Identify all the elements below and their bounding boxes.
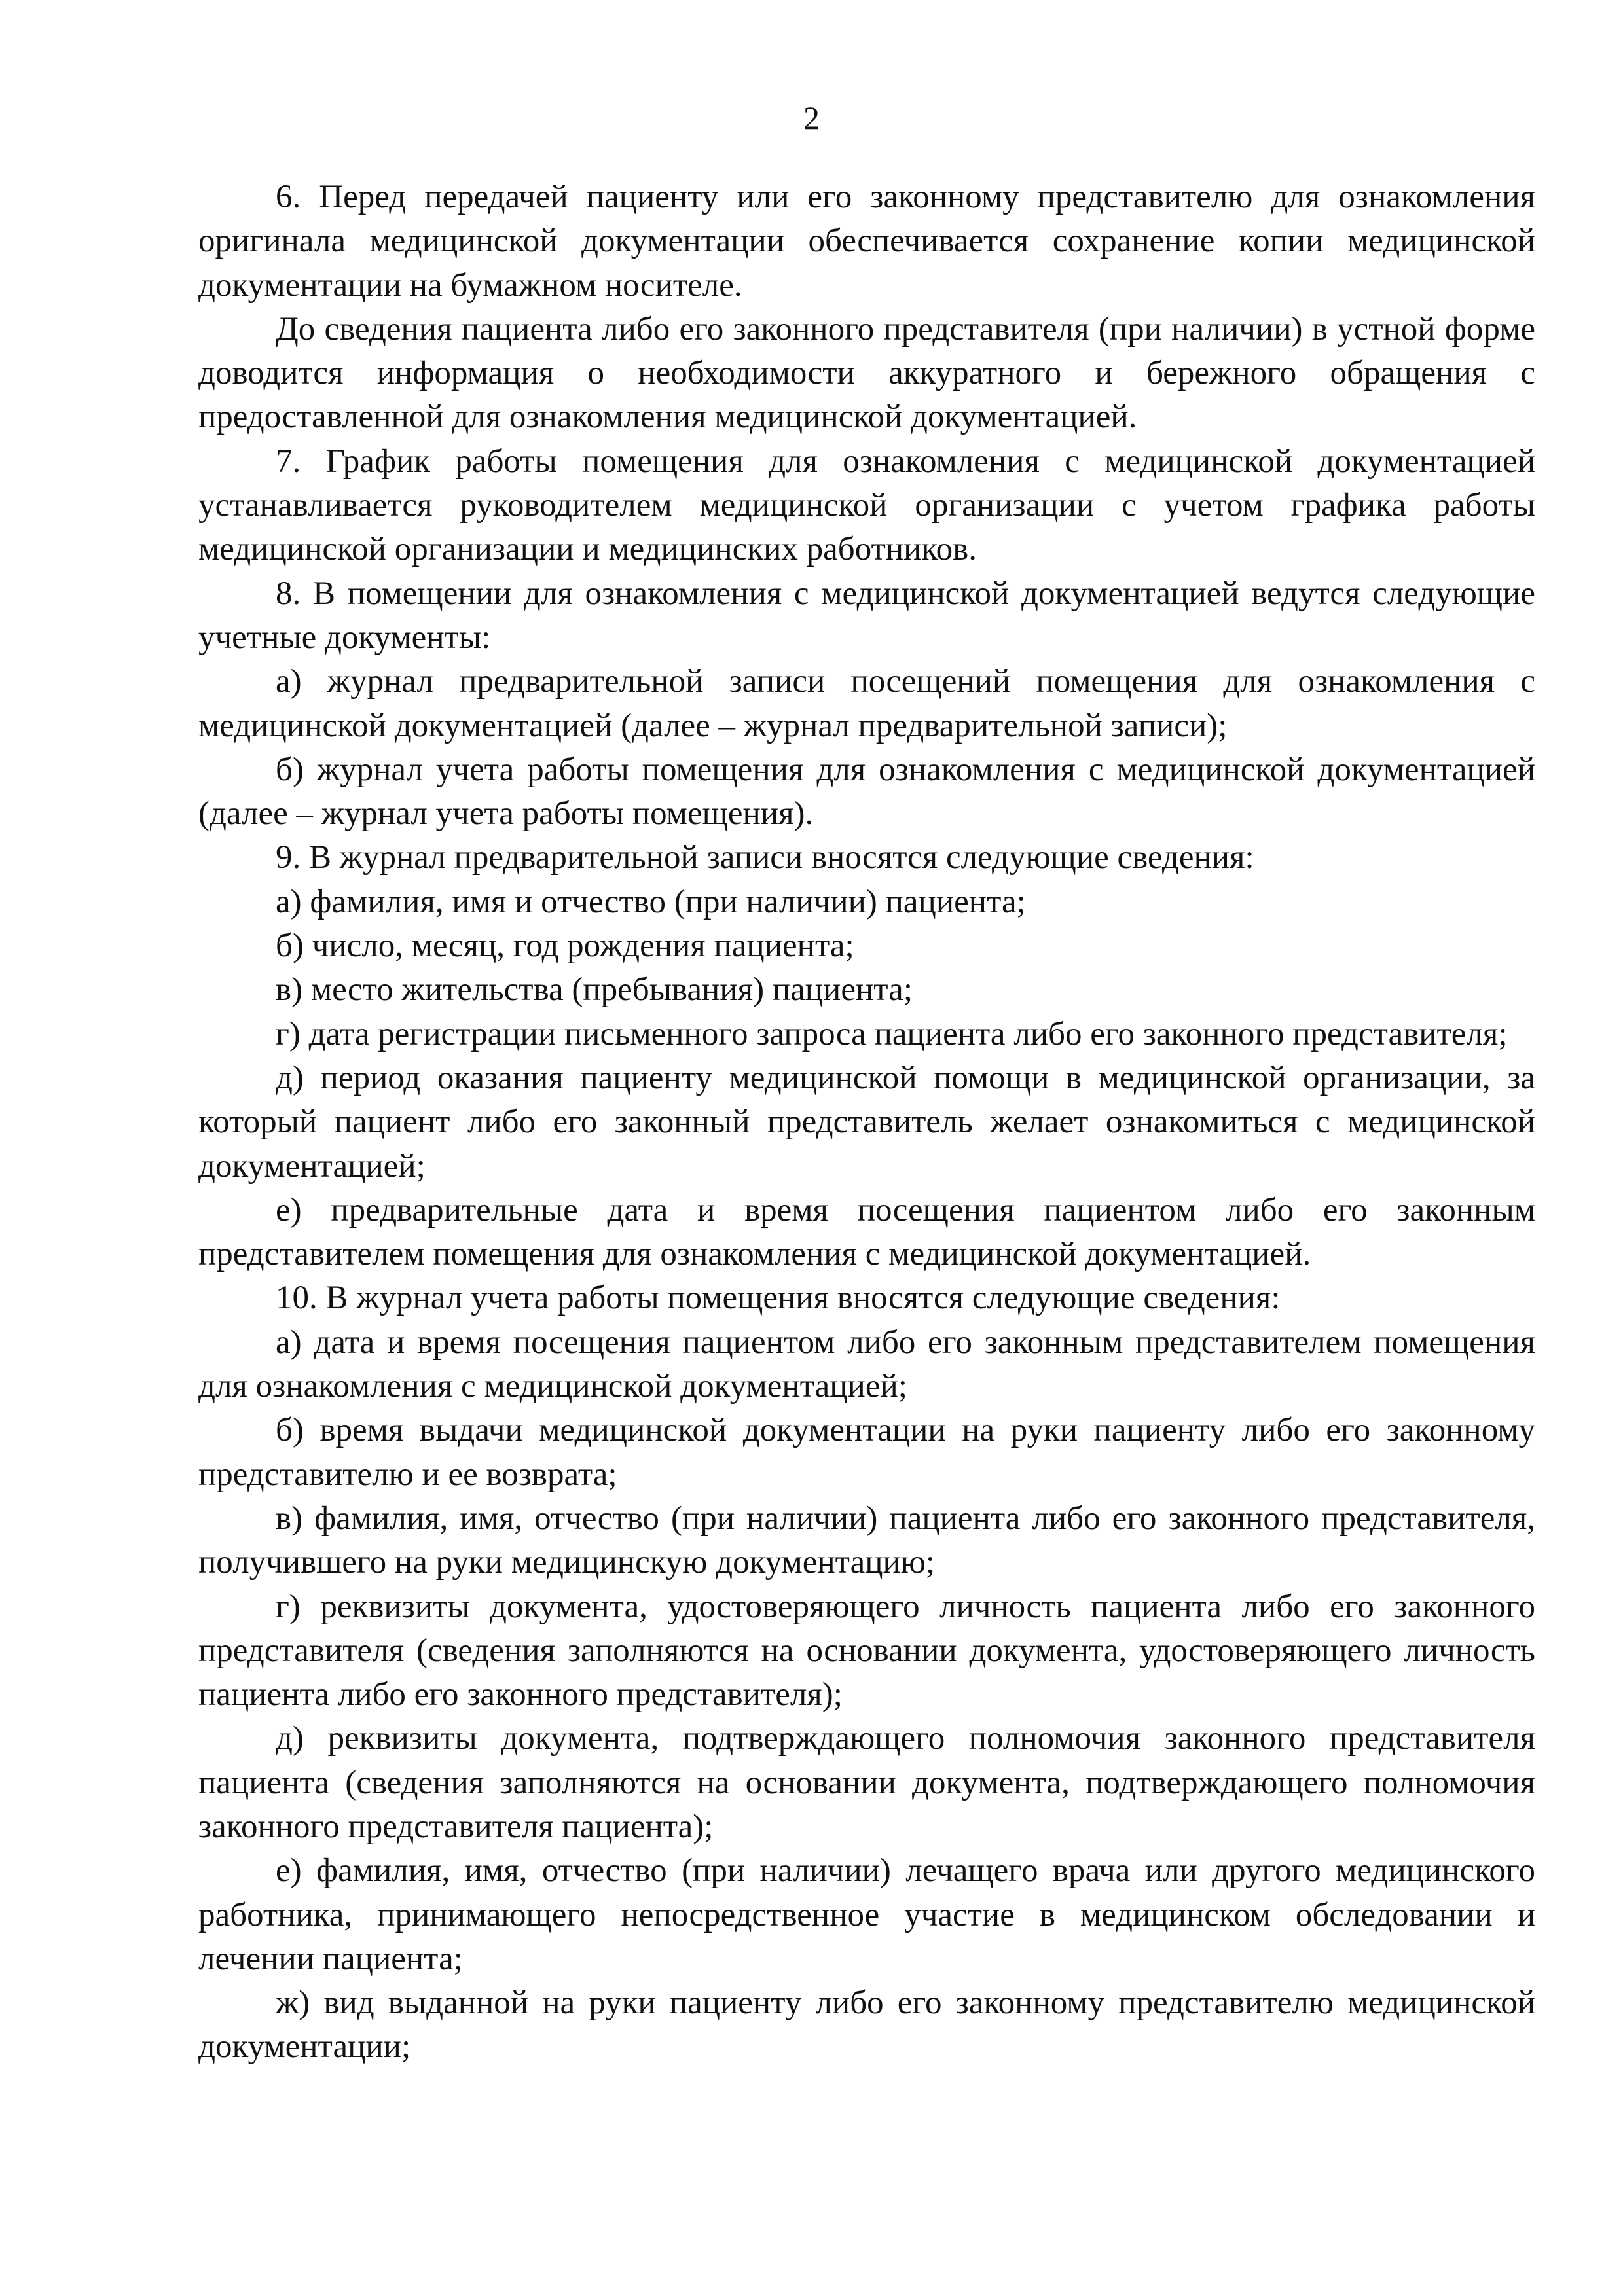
paragraph-6-notice: До сведения пациента либо его законного представителя (при наличии) в устной форме доводится информация о необходимости аккуратного и бережного обращения с предоставленной для ознакомления медицинской документацией. — [198, 310, 1535, 436]
paragraph-9-item-d: д) период оказания пациенту медицинской помощи в медицинской организации, за который пациент либо его законный представитель желает ознакомиться с медицинской документацией; — [198, 1059, 1535, 1185]
paragraph-6: 6. Перед передачей пациенту или его законному представителю для ознакомления оригинала медицинской документации обеспечивается сохранение копии медицинской документации на бумажном носителе. — [198, 179, 1535, 304]
paragraph-10-item-d: д) реквизиты документа, подтверждающего полномочия законного представителя пациента (сведения заполняются на основании документа, подтверждающего полномочия законного представителя пациента); — [198, 1720, 1535, 1845]
paragraph-10-item-zh: ж) вид выданной на руки пациенту либо его законному представителю медицинской документации; — [198, 1984, 1535, 2066]
paragraph-9-item-b: б) число, месяц, год рождения пациента; — [276, 927, 854, 965]
paragraph-10-item-a: а) дата и время посещения пациентом либо его законным представителем помещения для ознакомления с медицинской документацией; — [198, 1323, 1535, 1405]
paragraph-7: 7. График работы помещения для ознакомления с медицинской документацией устанавливается руководителем медицинской организации с учетом графика работы медицинской организации и медицинских работников. — [198, 442, 1535, 568]
paragraph-9: 9. В журнал предварительной записи вносятся следующие сведения: — [276, 839, 1254, 876]
paragraph-8: 8. В помещении для ознакомления с медицинской документацией ведутся следующие учетные документы: — [198, 575, 1535, 656]
paragraph-9-item-g: г) дата регистрации письменного запроса пациента либо его законного представителя; — [276, 1015, 1508, 1052]
paragraph-8-item-b: б) журнал учета работы помещения для ознакомления с медицинской документацией (далее – журнал учета работы помещения). — [198, 751, 1535, 833]
paragraph-10-item-b: б) время выдачи медицинской документации на руки пациенту либо его законному представителю и ее возврата; — [198, 1412, 1535, 1493]
document-body — [198, 175, 1535, 2070]
paragraph-9-item-a: а) фамилия, имя и отчество (при наличии) пациента; — [276, 883, 1026, 920]
page-number: 2 — [803, 99, 820, 136]
paragraph-9-item-e: е) предварительные дата и время посещения пациентом либо его законным представителем помещения для ознакомления с медицинской документацией. — [198, 1191, 1535, 1273]
paragraph-10-item-g: г) реквизиты документа, удостоверяющего личность пациента либо его законного представителя (сведения заполняются на основании документа, удостоверяющего личность пациента либо его законного представителя); — [198, 1588, 1535, 1713]
paragraph-9-item-v: в) место жительства (пребывания) пациента; — [276, 971, 913, 1009]
paragraph-10-item-v: в) фамилия, имя, отчество (при наличии) пациента либо его законного представителя, получившего на руки медицинскую документацию; — [198, 1499, 1535, 1581]
paragraph-10: 10. В журнал учета работы помещения вносятся следующие сведения: — [276, 1280, 1281, 1317]
paragraph-10-item-e: е) фамилия, имя, отчество (при наличии) лечащего врача или другого медицинского работника, принимающего непосредственное участие в медицинском обследовании и лечении пациента; — [198, 1852, 1535, 1977]
paragraph-8-item-a: а) журнал предварительной записи посещений помещения для ознакомления с медицинской документацией (далее – журнал предварительной записи); — [198, 663, 1535, 744]
